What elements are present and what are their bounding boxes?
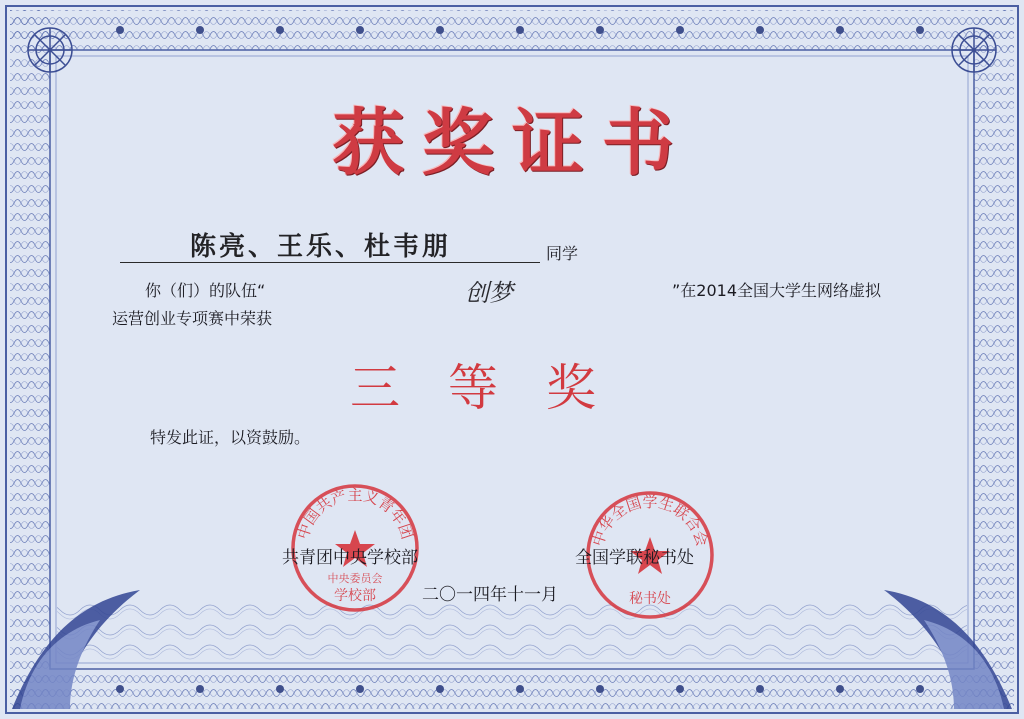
seal-right-ring-text: 中华全国学生联合会 xyxy=(588,493,712,549)
body-line1-suffix: ”在2014全国大学生网络虚拟 xyxy=(672,281,882,300)
encouragement-text: 特发此证，以资鼓励。 xyxy=(150,428,311,447)
award-level: 三等奖 xyxy=(350,359,644,417)
name-underline xyxy=(120,262,540,263)
recipients-suffix: 同学 xyxy=(546,244,579,263)
body-line1-prefix: 你（们）的队伍“ xyxy=(145,281,266,300)
seal-right-bottom-text: 秘书处 xyxy=(629,591,671,607)
seal-left-bottom-text: 学校部 xyxy=(334,588,376,604)
issue-date: 二〇一四年十一月 xyxy=(422,585,558,605)
recipient-names: 陈亮、王乐、杜韦朋 xyxy=(190,232,452,262)
body-line2: 运营创业专项赛中荣获 xyxy=(112,309,273,328)
seal-left-inner-text: 中央委员会 xyxy=(327,572,383,585)
team-name: 创梦 xyxy=(465,279,513,307)
seal-left-ring-text: 中国共产主义青年团 xyxy=(293,486,417,542)
certificate-title: 获奖证书 xyxy=(331,100,692,185)
issuer-right: 全国学联秘书处 xyxy=(575,548,694,568)
issuer-left: 共青团中央学校部 xyxy=(282,548,418,568)
